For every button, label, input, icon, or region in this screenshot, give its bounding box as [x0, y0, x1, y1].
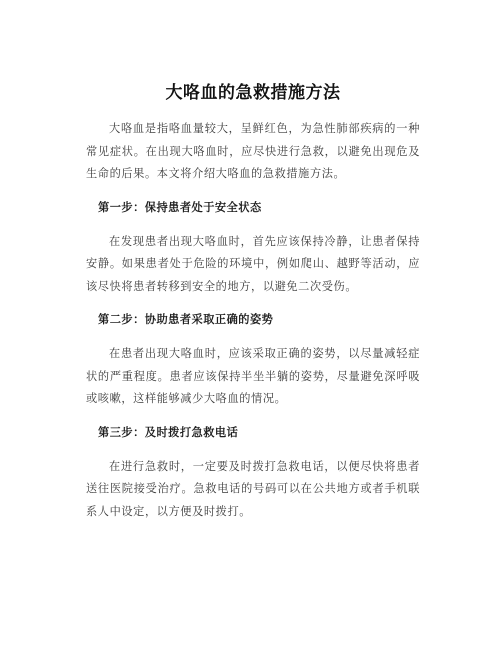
section-body: 在进行急救时，一定要及时拨打急救电话，以便尽快将患者送往医院接受治疗。急救电话的号码可以在公共地方或者手机联系人中设定，以方便及时拨打。	[86, 459, 420, 518]
section-step-1	[86, 198, 420, 299]
section-step-2	[86, 310, 420, 411]
section-body: 在患者出现大咯血时，应该采取正确的姿势，以尽量减轻症状的严重程度。患者应该保持半坐半躺的姿势，尽量避免深呼吸或咳嗽，这样能够减少大咯血的情况。	[86, 347, 420, 405]
section-body: 在发现患者出现大咯血时，首先应该保持冷静，让患者保持安静。如果患者处于危险的环境中，例如爬山、越野等活动，应该尽快将患者转移到安全的地方，以避免二次受伤。	[86, 234, 420, 293]
document-title: 大咯血的急救措施方法	[165, 83, 341, 103]
section-heading: 第一步：保持患者处于安全状态	[98, 200, 262, 214]
intro-paragraph: 大咯血是指咯血量较大，呈鲜红色，为急性肺部疾病的一种常见症状。在出现大咯血时，应尽快进行急救，以避免出现危及生命的后果。本文将介绍大咯血的急救措施方法。	[86, 122, 420, 180]
section-step-3	[86, 423, 420, 524]
section-heading: 第三步：及时拨打急救电话	[98, 425, 239, 439]
section-heading: 第二步：协助患者采取正确的姿势	[98, 313, 274, 326]
